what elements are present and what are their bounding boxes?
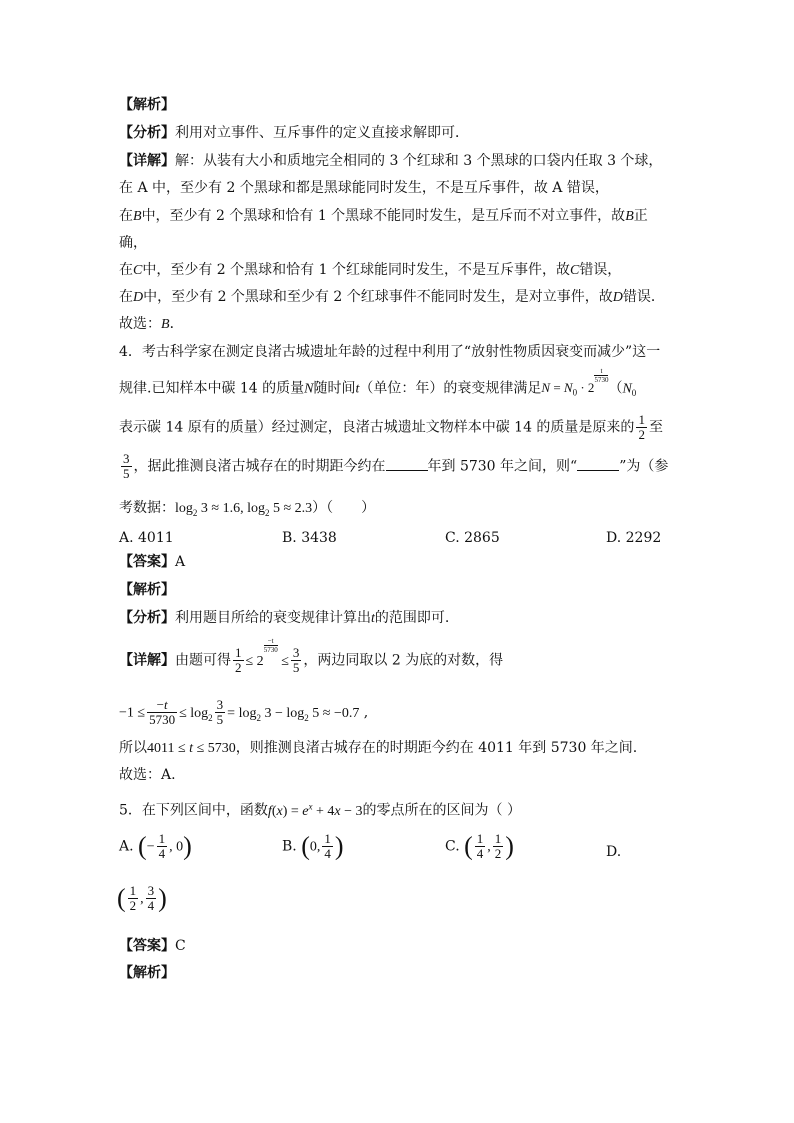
analysis-heading: 【解析】 (119, 97, 175, 113)
q4-answer: 【答案】A (119, 554, 186, 570)
q5-stem: 5．在下列区间中，函数$f(x) = e^x + 4x - 3$的零点所在的区间为（ ） (119, 801, 521, 819)
q4-final: 故选：A. (119, 767, 176, 783)
q5-option-d: D. (606, 844, 622, 860)
q4-analysis: 【分析】利用题目所给的衰变规律计算出t的范围即可. (119, 610, 450, 626)
q5-option-d-value: ( $\frac{1}{2}$ , $\frac{3}{4}$ ) (117, 883, 167, 913)
q4-stem-line1: 4．考古科学家在测定良渚古城遗址年龄的过程中利用了“放射性物质因衰变而减少”这一 (119, 344, 661, 360)
detail-line-a: 在 A 中，至少有 2 个黑球和都是黑球能同时发生，不是互斥事件，故 A 错误， (119, 180, 609, 196)
q4-stem-line3: 表示碳 14 原有的质量）经过测定，良渚古城遗址文物样本中碳 14 的质量是原来的 $\frac{1}{2}$ 至 (119, 412, 663, 442)
detail-line-b-cont: 确， (119, 235, 147, 251)
q4-conclusion: 所以4011 ≤ t ≤ 5730，则推测良渚古城存在的时期距今约在 4011 年到 5730 年之间. (119, 740, 638, 756)
detail-line-c: 在C中，至少有 2 个黑球和恰有 1 个红球能同时发生，不是互斥事件，故C错误， (119, 262, 622, 278)
blank-1 (386, 457, 428, 471)
detail-line-d: 在D中，至少有 2 个黑球和至少有 2 个红球事件不能同时发生，是对立事件，故D错误． (119, 289, 665, 305)
q4-stem-line4: $\frac{3}{5}$ ，据此推测良渚古城存在的时期距今约在 年到 5730 年之间，则“ ”为（参 (123, 451, 669, 481)
blank-2 (577, 457, 619, 471)
detail-line-b: 在B中，至少有 2 个黑球和恰有 1 个黑球不能同时发生，是互斥而不对立事件，故B正 (119, 208, 648, 224)
detail-text: 【详解】解：从装有大小和质地完全相同的 3 个红球和 3 个黑球的口袋内任取 3 个球， (119, 153, 663, 169)
answer-line: 故选：B． (119, 316, 184, 332)
q4-option-c: C. 2865 (445, 530, 500, 546)
q4-option-b: B. 3438 (282, 530, 337, 546)
q4-stem-line5: 考数据：$\log_2 3 \approx 1.6$, $\log_2 5 \approx 2.3$）（ ） (119, 500, 376, 518)
q4-option-d: D. 2292 (606, 530, 662, 546)
q4-log-inequality: −1 ≤ $\frac{-t}{5730}$ ≤ $\log_2$ $\frac{3}{5}$ = $\log_2 3 - \log_2 5 \approx -0.7$ , (119, 697, 369, 727)
q5-answer: 【答案】C (119, 938, 186, 954)
q5-option-c: C. ( $\frac{1}{4}$ , $\frac{1}{2}$ ) (445, 831, 514, 861)
q5-analysis-heading: 【解析】 (119, 965, 175, 981)
q4-detail: 【详解】由题可得 $\frac{1}{2}$ ≤ 2 $^{\frac{-t}{5730}}$ ≤ $\frac{3}{5}$ ，两边同取以 2 为底的对数，得 (119, 637, 504, 676)
q5-option-b: B. (0, $\frac{1}{4}$ ) (282, 831, 344, 861)
q4-stem-line2: 规律.已知样本中碳 14 的质量N随时间t（单位：年）的衰变规律满足$N = N_0 \cdot 2$ $^{\frac{t}{5730}}(N_0$ (119, 366, 637, 399)
q4-option-a: A. 4011 (119, 530, 174, 546)
q4-analysis-heading: 【解析】 (119, 582, 175, 598)
q5-option-a: A. (− $\frac{1}{4}$ , 0) (119, 831, 192, 861)
analysis-text: 【分析】利用对立事件、互斥事件的定义直接求解即可． (119, 125, 469, 141)
